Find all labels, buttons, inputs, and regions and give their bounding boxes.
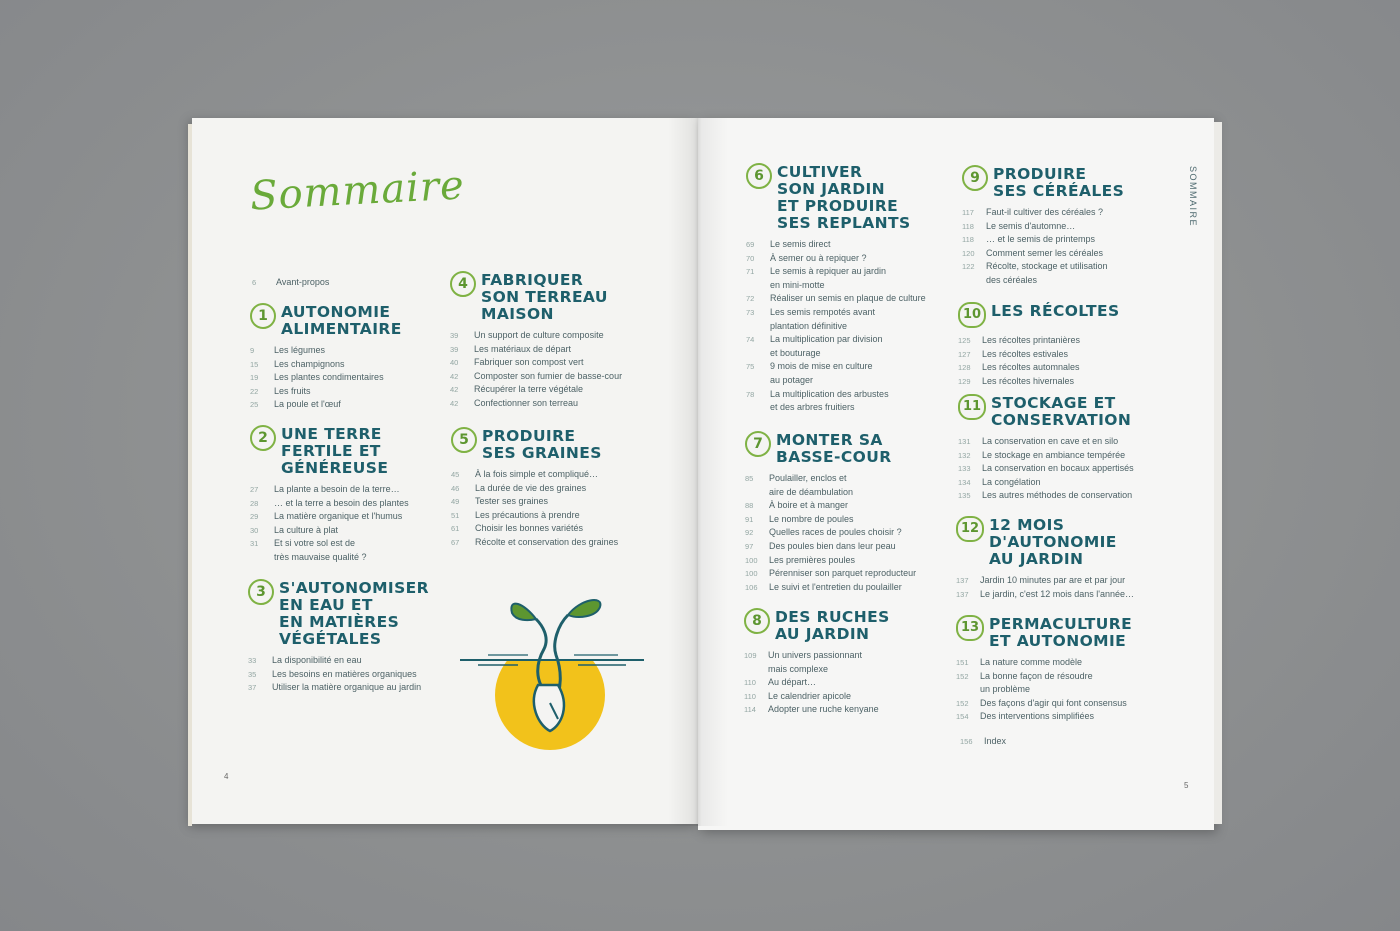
entry-page: 30 — [250, 525, 259, 535]
toc-entry — [746, 333, 951, 360]
entry-page: 61 — [451, 524, 460, 534]
toc-entry — [450, 343, 660, 357]
entry-page: 70 — [746, 253, 755, 263]
section-title: FABRIQUER SON TERREAU MAISON — [481, 271, 608, 323]
entry-text: À boire et à manger — [769, 500, 849, 511]
entry-text: Le jardin, c'est 12 mois dans l'année… — [980, 588, 1135, 599]
entry-text: Les récoltes hivernales — [982, 375, 1075, 386]
entry-page: 156 — [960, 737, 973, 746]
entry-page: 106 — [745, 582, 758, 592]
toc-entry — [746, 306, 951, 333]
entry-text: Tester ses graines — [475, 496, 549, 507]
entry-page: 69 — [746, 240, 755, 249]
toc-entry — [746, 360, 951, 387]
toc-entry — [248, 654, 443, 668]
toc-entry — [250, 344, 440, 358]
entry-text: Le calendrier apicole — [768, 690, 852, 701]
entry-text: Le stockage en ambiance tempérée — [982, 449, 1126, 460]
entry-text: Au départ… — [768, 677, 817, 688]
entry-text: Et si votre sol est de très mauvaise qualité ? — [274, 538, 367, 562]
section-items — [745, 472, 950, 594]
toc-entry — [958, 334, 1158, 348]
entry-text: Le semis direct — [770, 239, 831, 249]
section-4 — [450, 272, 660, 411]
section-title: CULTIVER SON JARDIN ET PRODUIRE SES REPLANTS — [777, 163, 911, 232]
entry-page: 137 — [956, 589, 969, 599]
toc-entry — [250, 398, 440, 412]
side-label: SOMMAIRE — [1188, 166, 1198, 228]
section-number-badge: 6 — [746, 163, 772, 189]
toc-entry — [248, 668, 443, 682]
toc-entry — [746, 252, 951, 266]
section-items — [746, 238, 951, 415]
section-9 — [962, 166, 1162, 288]
section-11 — [958, 395, 1163, 503]
toc-entry — [745, 540, 950, 554]
entry-page: 72 — [746, 294, 755, 304]
entry-text: Adopter une ruche kenyane — [768, 704, 879, 715]
entry-page: 110 — [744, 678, 756, 688]
entry-page: 131 — [958, 437, 971, 446]
toc-entry — [958, 348, 1158, 362]
toc-entry — [745, 513, 950, 527]
section-title: MONTER SA BASSE-COUR — [776, 431, 892, 466]
section-number-badge: 13 — [956, 615, 984, 641]
entry-text: La multiplication des arbustes et des arbres fruitiers — [770, 388, 889, 413]
entry-page: 39 — [450, 344, 459, 354]
section-title: STOCKAGE ET CONSERVATION — [991, 394, 1132, 429]
entry-text: Fabriquer son compost vert — [474, 357, 584, 368]
entry-page: 6 — [252, 278, 257, 287]
toc-entry — [450, 383, 660, 397]
entry-text: Les plantes condimentaires — [274, 372, 384, 383]
entry-page: 92 — [745, 528, 754, 538]
entry-page: 42 — [450, 371, 459, 381]
toc-entry — [956, 670, 1161, 697]
entry-page: 151 — [956, 658, 969, 667]
entry-page: 128 — [958, 363, 971, 373]
section-items — [958, 435, 1163, 503]
toc-entry — [745, 567, 950, 581]
entry-page: 39 — [450, 331, 459, 340]
entry-page: 19 — [250, 373, 259, 383]
entry-text: La multiplication par division et bouturage — [770, 334, 883, 358]
entry-text: Choisir les bonnes variétés — [475, 523, 584, 534]
entry-text: La disponibilité en eau — [272, 655, 362, 665]
entry-page: 27 — [250, 485, 259, 494]
toc-entry — [962, 260, 1162, 287]
entry-text: Les récoltes printanières — [982, 335, 1081, 345]
toc-entry — [250, 358, 440, 372]
entry-text: Des poules bien dans leur peau — [769, 540, 896, 551]
section-number-badge: 11 — [958, 394, 986, 420]
toc-entry — [962, 233, 1162, 247]
toc-entry — [745, 499, 950, 513]
entry-text: Comment semer les céréales — [986, 247, 1104, 258]
entry-page: 100 — [745, 555, 758, 565]
toc-entry — [958, 476, 1163, 490]
section-7 — [745, 432, 950, 594]
section-items — [248, 654, 443, 695]
entry-page: 37 — [248, 683, 257, 693]
entry-page: 51 — [451, 510, 460, 520]
toc-entry — [745, 581, 950, 595]
section-title: PERMACULTURE ET AUTONOMIE — [989, 615, 1133, 650]
toc-entry — [958, 375, 1158, 389]
entry-page: 40 — [450, 358, 459, 368]
entry-text: La matière organique et l'humus — [274, 511, 403, 522]
toc-entry — [958, 361, 1158, 375]
entry-text: Quelles races de poules choisir ? — [769, 527, 902, 538]
page-number-left: 4 — [224, 772, 229, 781]
entry-text: Utiliser la matière organique au jardin — [272, 682, 422, 693]
toc-entry — [956, 574, 1161, 588]
toc-entry — [451, 509, 661, 523]
section-title: LES RÉCOLTES — [991, 302, 1120, 320]
entry-text: À la fois simple et compliqué… — [475, 469, 599, 479]
entry-text: Les premières poules — [769, 554, 856, 565]
entry-page: 29 — [250, 512, 259, 522]
section-number-badge: 1 — [250, 303, 276, 329]
sommaire-title: Sommaire — [248, 162, 466, 220]
entry-text: Récupérer la terre végétale — [474, 384, 584, 395]
entry-text: Les champignons — [274, 358, 345, 369]
toc-entry — [958, 449, 1163, 463]
entry-text: Le semis à repiquer au jardin en mini-motte — [770, 266, 887, 290]
entry-text: 9 mois de mise en culture au potager — [770, 361, 873, 385]
entry-text: Les précautions à prendre — [475, 509, 580, 520]
entry-page: 137 — [956, 576, 969, 585]
section-number-badge: 5 — [451, 427, 477, 453]
toc-entry — [451, 482, 661, 496]
entry-text: Pérenniser son parquet reproducteur — [769, 568, 917, 579]
entry-page: 152 — [956, 671, 969, 681]
toc-entry — [956, 656, 1161, 670]
toc-entry — [451, 536, 661, 550]
seedling-illustration — [458, 585, 648, 755]
entry-text: La bonne façon de résoudre un problème — [980, 670, 1093, 695]
entry-page: 75 — [746, 362, 755, 372]
entry-text: Les légumes — [274, 345, 326, 355]
section-items — [962, 206, 1162, 288]
entry-page: 135 — [958, 491, 971, 501]
entry-page: 134 — [958, 477, 971, 487]
entry-text: Les besoins en matières organiques — [272, 668, 417, 679]
entry-page: 88 — [745, 501, 754, 511]
entry-page: 118 — [962, 221, 974, 231]
section-number-badge: 10 — [958, 302, 986, 328]
toc-entry — [744, 676, 949, 690]
toc-entry — [745, 472, 950, 499]
section-number-badge: 4 — [450, 271, 476, 297]
toc-entry — [250, 537, 440, 564]
section-title: AUTONOMIE ALIMENTAIRE — [281, 303, 402, 338]
entry-text: Le nombre de poules — [769, 513, 854, 524]
toc-entry — [250, 371, 440, 385]
entry-text: À semer ou à repiquer ? — [770, 252, 867, 263]
entry-page: 110 — [744, 691, 756, 701]
entry-text: Les semis rempotés avant plantation définitive — [770, 306, 876, 331]
entry-text: La culture à plat — [274, 524, 339, 535]
entry-text: Le semis d'automne… — [986, 220, 1076, 231]
toc-entry — [250, 483, 440, 497]
toc-entry — [451, 522, 661, 536]
toc-entry — [744, 649, 949, 676]
entry-text: Avant-propos — [276, 277, 330, 287]
entry-page: 85 — [745, 474, 754, 483]
index-entry — [960, 735, 1006, 749]
entry-page: 129 — [958, 376, 971, 386]
entry-page: 31 — [250, 539, 259, 549]
entry-text: La conservation en cave et en silo — [982, 436, 1119, 446]
section-title: PRODUIRE SES GRAINES — [482, 427, 602, 462]
toc-entry — [958, 435, 1163, 449]
section-5 — [451, 428, 661, 550]
entry-page: 25 — [250, 400, 259, 410]
toc-entry — [958, 462, 1163, 476]
entry-text: La plante a besoin de la terre… — [274, 484, 400, 494]
entry-page: 45 — [451, 470, 460, 479]
toc-entry — [744, 703, 949, 717]
page-number-right: 5 — [1184, 781, 1189, 790]
entry-page: 46 — [451, 483, 460, 493]
toc-entry — [250, 510, 440, 524]
toc-entry — [962, 206, 1162, 220]
entry-page: 67 — [451, 537, 460, 547]
entry-text: La congélation — [982, 476, 1041, 487]
section-number-badge: 8 — [744, 608, 770, 634]
section-1 — [250, 304, 440, 412]
entry-text: La poule et l'œuf — [274, 399, 341, 410]
entry-text: Les récoltes estivales — [982, 348, 1069, 359]
entry-text: La durée de vie des graines — [475, 482, 587, 493]
section-number-badge: 9 — [962, 165, 988, 191]
section-title: PRODUIRE SES CÉRÉALES — [993, 165, 1125, 200]
section-number-badge: 3 — [248, 579, 274, 605]
entry-page: 28 — [250, 498, 259, 508]
entry-text: Les autres méthodes de conservation — [982, 490, 1133, 501]
section-items — [956, 656, 1161, 724]
toc-entry — [956, 710, 1161, 724]
section-title: UNE TERRE FERTILE ET GÉNÉREUSE — [281, 425, 389, 477]
section-13 — [956, 616, 1161, 724]
entry-text: Récolte et conservation des graines — [475, 536, 619, 547]
section-items — [958, 334, 1158, 388]
section-6 — [746, 164, 951, 415]
entry-text: Un univers passionnant mais complexe — [768, 650, 863, 674]
entry-page: 122 — [962, 262, 975, 272]
toc-entry — [248, 681, 443, 695]
section-10 — [958, 303, 1158, 388]
section-number-badge: 7 — [745, 431, 771, 457]
entry-text: Un support de culture composite — [474, 330, 604, 340]
section-12 — [956, 517, 1161, 601]
entry-text: … et le semis de printemps — [986, 234, 1096, 245]
toc-entry — [956, 697, 1161, 711]
entry-text: La nature comme modèle — [980, 657, 1083, 667]
toc-entry — [746, 265, 951, 292]
toc-entry — [450, 356, 660, 370]
entry-page: 73 — [746, 307, 755, 317]
entry-page: 132 — [958, 450, 971, 460]
entry-page: 109 — [744, 651, 757, 660]
toc-entry — [746, 238, 951, 252]
toc-entry — [250, 497, 440, 511]
entry-text: La conservation en bocaux appertisés — [982, 463, 1134, 474]
entry-page: 42 — [450, 385, 459, 395]
entry-page: 91 — [745, 514, 754, 524]
entry-text: Jardin 10 minutes par are et par jour — [980, 575, 1126, 585]
section-8 — [744, 609, 949, 717]
entry-page: 33 — [248, 656, 257, 665]
entry-page: 114 — [744, 705, 756, 715]
entry-text: Composter son fumier de basse-cour — [474, 370, 623, 381]
toc-entry — [962, 220, 1162, 234]
entry-text: Récolte, stockage et utilisation des céréales — [986, 261, 1108, 285]
section-number-badge: 2 — [250, 425, 276, 451]
entry-page: 120 — [962, 248, 975, 258]
toc-entry — [958, 489, 1163, 503]
section-items — [744, 649, 949, 717]
entry-page: 35 — [248, 669, 257, 679]
entry-page: 127 — [958, 349, 971, 359]
section-3 — [248, 580, 443, 695]
entry-text: Des interventions simplifiées — [980, 711, 1095, 722]
entry-page: 9 — [250, 346, 255, 355]
entry-page: 71 — [746, 267, 755, 277]
section-2 — [250, 426, 440, 565]
entry-text: Les fruits — [274, 385, 311, 396]
toc-entry — [451, 468, 661, 482]
toc-entry — [450, 370, 660, 384]
entry-page: 133 — [958, 464, 971, 474]
entry-text: Réaliser un semis en plaque de culture — [770, 293, 926, 304]
toc-entry — [450, 329, 660, 343]
section-items — [450, 329, 660, 411]
entry-page: 154 — [956, 712, 969, 722]
entry-text: Index — [984, 736, 1007, 746]
entry-page: 74 — [746, 335, 755, 345]
section-items — [250, 344, 440, 412]
entry-page: 22 — [250, 386, 259, 396]
toc-entry — [451, 495, 661, 509]
entry-page: 152 — [956, 698, 969, 708]
entry-text: Le suivi et l'entretien du poulailler — [769, 581, 902, 592]
section-items — [451, 468, 661, 550]
avant-propos-entry — [252, 276, 329, 290]
entry-text: Faut-il cultiver des céréales ? — [986, 207, 1104, 217]
section-title: S'AUTONOMISER EN EAU ET EN MATIÈRES VÉGÉTALES — [279, 579, 429, 648]
entry-page: 42 — [450, 398, 459, 408]
entry-text: Confectionner son terreau — [474, 397, 579, 408]
entry-page: 15 — [250, 359, 259, 369]
entry-page: 78 — [746, 389, 755, 399]
section-items — [250, 483, 440, 565]
entry-page: 125 — [958, 336, 971, 345]
toc-entry — [956, 588, 1161, 602]
toc-entry — [744, 690, 949, 704]
entry-page: 117 — [962, 208, 974, 217]
section-items — [956, 574, 1161, 601]
toc-entry — [450, 397, 660, 411]
entry-text: Des façons d'agir qui font consensus — [980, 697, 1127, 708]
entry-page: 49 — [451, 497, 460, 507]
section-number-badge: 12 — [956, 516, 984, 542]
toc-entry — [745, 526, 950, 540]
toc-entry — [250, 385, 440, 399]
toc-entry — [250, 524, 440, 538]
entry-page: 118 — [962, 235, 974, 245]
section-title: DES RUCHES AU JARDIN — [775, 608, 890, 643]
toc-entry — [746, 388, 951, 415]
toc-entry — [746, 292, 951, 306]
entry-text: Les matériaux de départ — [474, 343, 572, 354]
entry-page: 100 — [745, 569, 758, 579]
section-title: 12 MOIS D'AUTONOMIE AU JARDIN — [989, 516, 1117, 568]
toc-entry — [962, 247, 1162, 261]
entry-text: Poulailler, enclos et aire de déambulation — [769, 473, 854, 497]
toc-entry — [745, 554, 950, 568]
entry-page: 97 — [745, 541, 754, 551]
entry-text: … et la terre a besoin des plantes — [274, 497, 409, 508]
entry-text: Les récoltes automnales — [982, 362, 1080, 373]
